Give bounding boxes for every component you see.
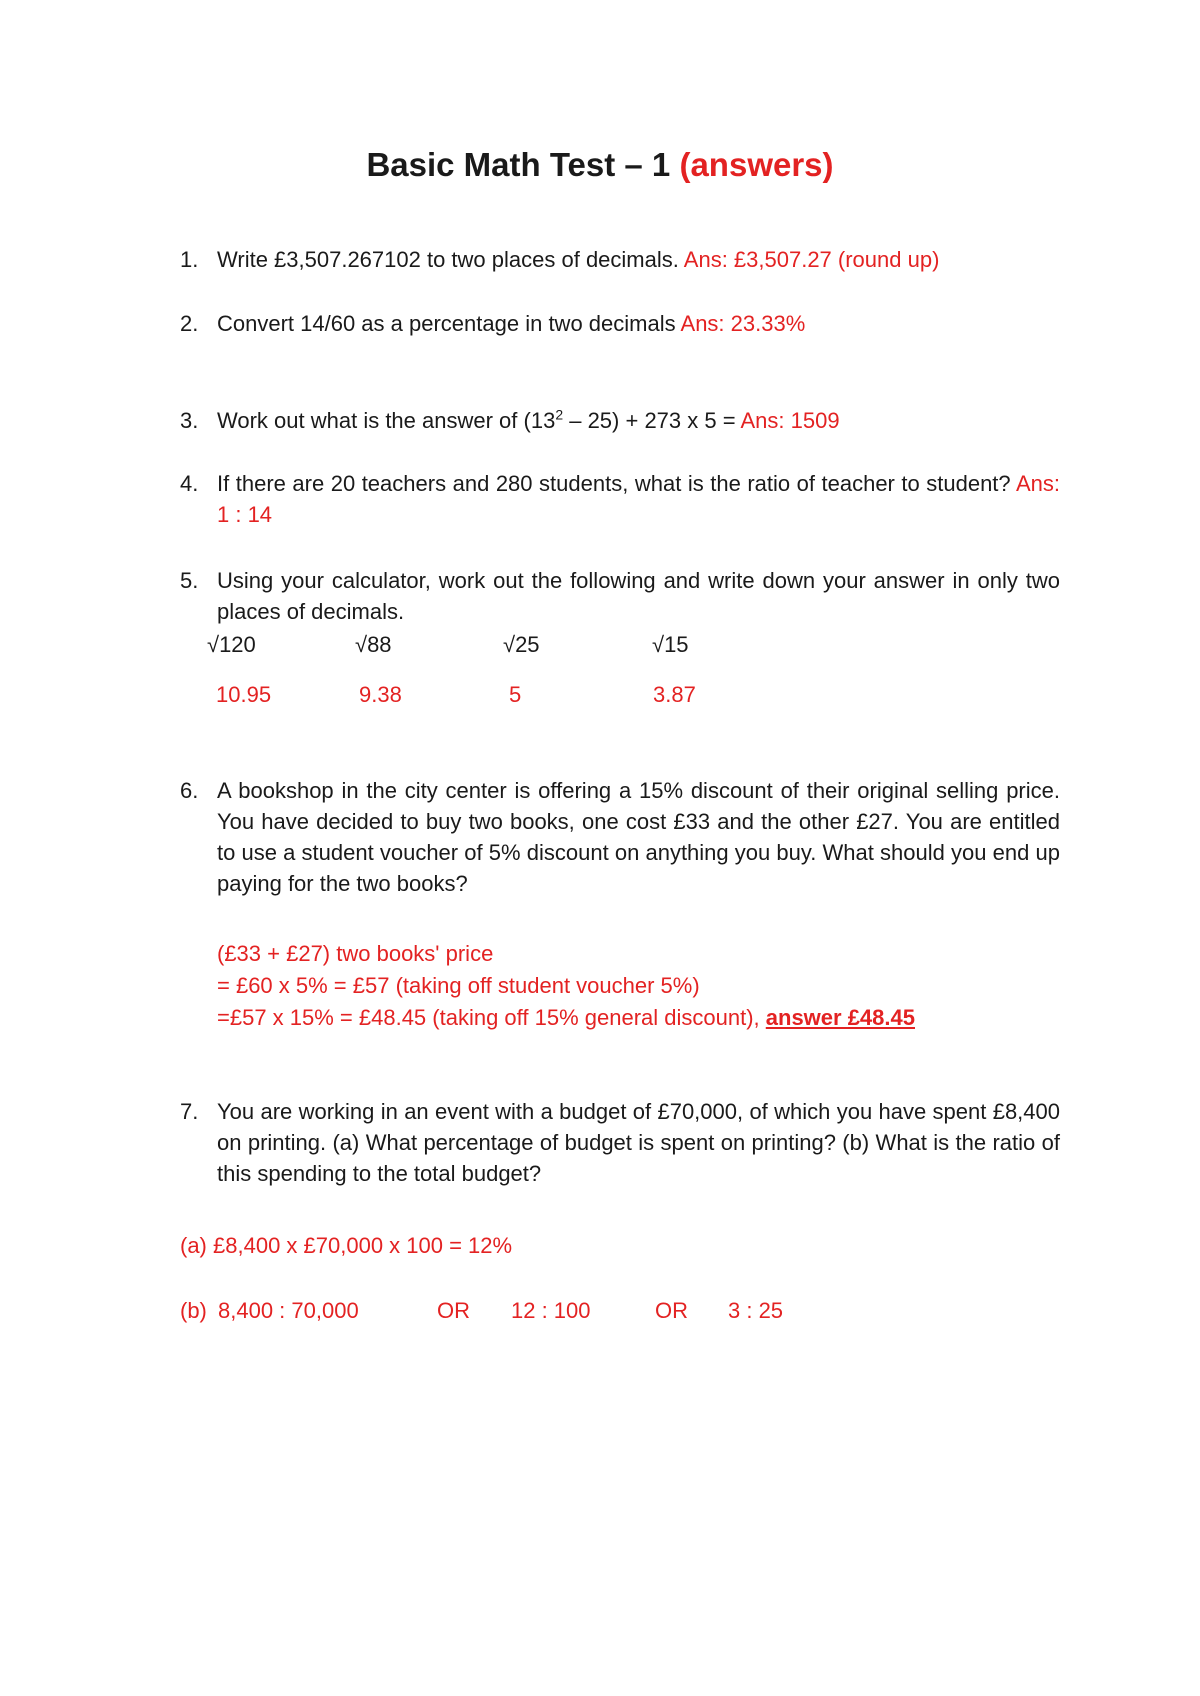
root-value: √15 bbox=[652, 632, 689, 657]
answer-a bbox=[180, 1231, 512, 1261]
answer-text: Ans: £3,507.27 (round up) bbox=[683, 247, 940, 272]
result-value: 9.38 bbox=[359, 682, 402, 707]
question-number: 5. bbox=[180, 568, 199, 593]
answer-label: (a) bbox=[180, 1233, 207, 1258]
page-title bbox=[0, 146, 1200, 184]
result-value: 5 bbox=[509, 682, 522, 707]
question-text: If there are 20 teachers and 280 students, what is the ratio of teacher to student? bbox=[217, 471, 1011, 496]
title-suffix: (answers) bbox=[679, 146, 834, 183]
working-line: =£57 x 15% = £48.45 (taking off 15% general discount), bbox=[217, 1005, 760, 1030]
q6-working bbox=[217, 938, 915, 1034]
question-number: 4. bbox=[180, 471, 199, 496]
question-text: You are working in an event with a budget of £70,000, of which you have spent £8,400 on printing. (a) What percentage of budget is spent on printing? (b) What is the ratio of this spending to the total budget? bbox=[217, 1099, 1060, 1186]
question-number: 3. bbox=[180, 408, 199, 433]
question-4 bbox=[180, 468, 1060, 530]
title-main: Basic Math Test – 1 bbox=[366, 146, 671, 183]
answer-text: Ans: 1 : 14 bbox=[217, 471, 1060, 527]
ratio-option: 12 : 100 bbox=[511, 1298, 591, 1323]
question-1 bbox=[180, 244, 1060, 275]
question-3 bbox=[180, 405, 1060, 436]
question-6 bbox=[180, 775, 1060, 899]
question-number: 7. bbox=[180, 1099, 199, 1124]
ratio-option: 3 : 25 bbox=[728, 1298, 784, 1323]
answer-text: Ans: 23.33% bbox=[680, 311, 806, 336]
question-text: A bookshop in the city center is offering a 15% discount of their original selling price. You have decided to buy two books, one cost £33 and the other £27. You are entitled to use a student voucher of 5% discount on anything you buy. What should you end up paying for the two books? bbox=[217, 778, 1060, 896]
question-text: Write £3,507.267102 to two places of decimals. bbox=[217, 247, 679, 272]
question-number: 1. bbox=[180, 247, 199, 272]
question-text-before: Work out what is the answer of (13 bbox=[217, 408, 556, 433]
exponent: 2 bbox=[555, 406, 564, 423]
answer-text: £8,400 x £70,000 x 100 = 12% bbox=[213, 1233, 513, 1258]
working-line-final bbox=[217, 1002, 915, 1034]
question-7 bbox=[180, 1096, 1060, 1189]
or-separator: OR bbox=[655, 1298, 688, 1323]
ratio-option: 8,400 : 70,000 bbox=[218, 1298, 359, 1323]
results-row bbox=[0, 680, 1200, 710]
answer-label: (b) bbox=[180, 1298, 207, 1323]
question-text: Using your calculator, work out the following and write down your answer in only two places of decimals. bbox=[217, 568, 1060, 624]
final-answer: answer £48.45 bbox=[765, 1005, 915, 1030]
question-2 bbox=[180, 308, 1060, 339]
question-text-after: – 25) + 273 x 5 = bbox=[563, 408, 736, 433]
question-5 bbox=[180, 565, 1060, 627]
answer-text: Ans: 1509 bbox=[740, 408, 840, 433]
answer-b bbox=[0, 1296, 1200, 1326]
root-value: √120 bbox=[207, 632, 256, 657]
or-separator: OR bbox=[437, 1298, 470, 1323]
root-value: √25 bbox=[503, 632, 540, 657]
result-value: 3.87 bbox=[653, 682, 696, 707]
question-text: Convert 14/60 as a percentage in two decimals bbox=[217, 311, 676, 336]
result-value: 10.95 bbox=[216, 682, 272, 707]
working-line: = £60 x 5% = £57 (taking off student voucher 5%) bbox=[217, 973, 700, 998]
working-line: (£33 + £27) two books' price bbox=[217, 941, 494, 966]
root-value: √88 bbox=[355, 632, 392, 657]
roots-row bbox=[0, 630, 1200, 660]
question-number: 2. bbox=[180, 311, 199, 336]
question-number: 6. bbox=[180, 778, 199, 803]
